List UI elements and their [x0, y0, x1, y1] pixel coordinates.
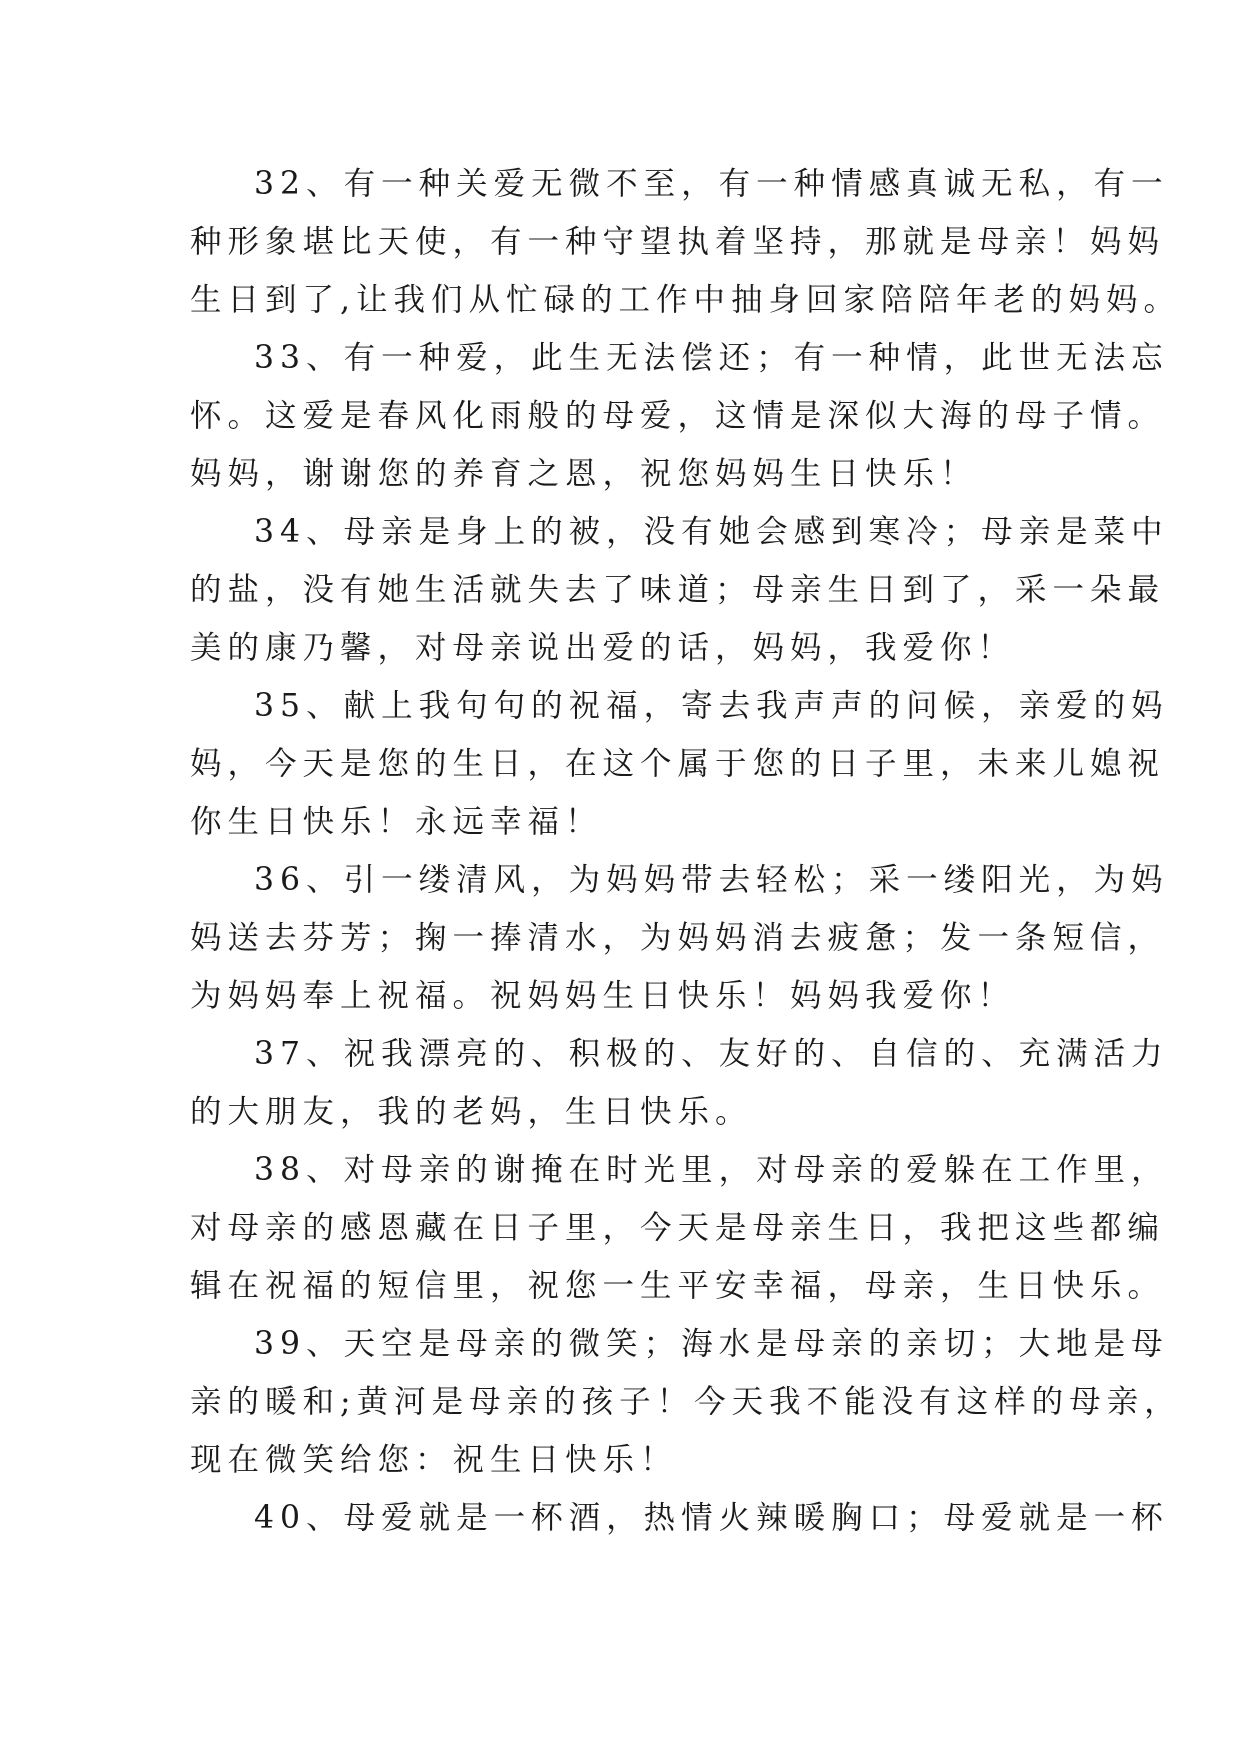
text-line: 美的康乃馨，对母亲说出爱的话，妈妈，我爱你！: [190, 630, 1016, 666]
text-line: 妈，今天是您的生日，在这个属于您的日子里，未来儿媳祝: [190, 746, 1166, 782]
text-line: 的大朋友，我的老妈，生日快乐。: [190, 1094, 753, 1130]
text-line: 对母亲的感恩藏在日子里，今天是母亲生日，我把这些都编: [190, 1210, 1166, 1246]
text-line: 生日到了,让我们从忙碌的工作中抽身回家陪陪年老的妈妈。: [190, 282, 1182, 318]
text-line: 36、引一缕清风，为妈妈带去轻松；采一缕阳光，为妈: [254, 862, 1169, 898]
text-line: 35、献上我句句的祝福，寄去我声声的问候，亲爱的妈: [254, 688, 1169, 724]
text-line: 你生日快乐！永远幸福！: [190, 804, 603, 840]
text-line: 亲的暖和;黄河是母亲的孩子！今天我不能没有这样的母亲，: [190, 1384, 1182, 1420]
text-line: 妈妈，谢谢您的养育之恩，祝您妈妈生日快乐！: [190, 456, 978, 492]
text-line: 怀。这爱是春风化雨般的母爱，这情是深似大海的母子情。: [190, 398, 1166, 434]
text-line: 为妈妈奉上祝福。祝妈妈生日快乐！妈妈我爱你！: [190, 978, 1016, 1014]
text-line: 种形象堪比天使，有一种守望执着坚持，那就是母亲！妈妈: [190, 224, 1166, 260]
text-line: 40、母爱就是一杯酒，热情火辣暖胸口；母爱就是一杯: [254, 1500, 1169, 1536]
text-line: 辑在祝福的短信里，祝您一生平安幸福，母亲，生日快乐。: [190, 1268, 1166, 1304]
text-line: 32、有一种关爱无微不至，有一种情感真诚无私，有一: [254, 166, 1169, 202]
text-line: 39、天空是母亲的微笑；海水是母亲的亲切；大地是母: [254, 1326, 1169, 1362]
text-line: 34、母亲是身上的被，没有她会感到寒冷；母亲是菜中: [254, 514, 1169, 550]
text-line: 妈送去芬芳；掬一捧清水，为妈妈消去疲惫；发一条短信，: [190, 920, 1166, 956]
text-line: 的盐，没有她生活就失去了味道；母亲生日到了，采一朵最: [190, 572, 1166, 608]
text-line: 33、有一种爱，此生无法偿还；有一种情，此世无法忘: [254, 340, 1169, 376]
text-line: 现在微笑给您：祝生日快乐！: [190, 1442, 678, 1478]
text-line: 38、对母亲的谢掩在时光里，对母亲的爱躲在工作里，: [254, 1152, 1169, 1188]
text-line: 37、祝我漂亮的、积极的、友好的、自信的、充满活力: [254, 1036, 1169, 1072]
body-text: [190, 155, 1182, 1547]
